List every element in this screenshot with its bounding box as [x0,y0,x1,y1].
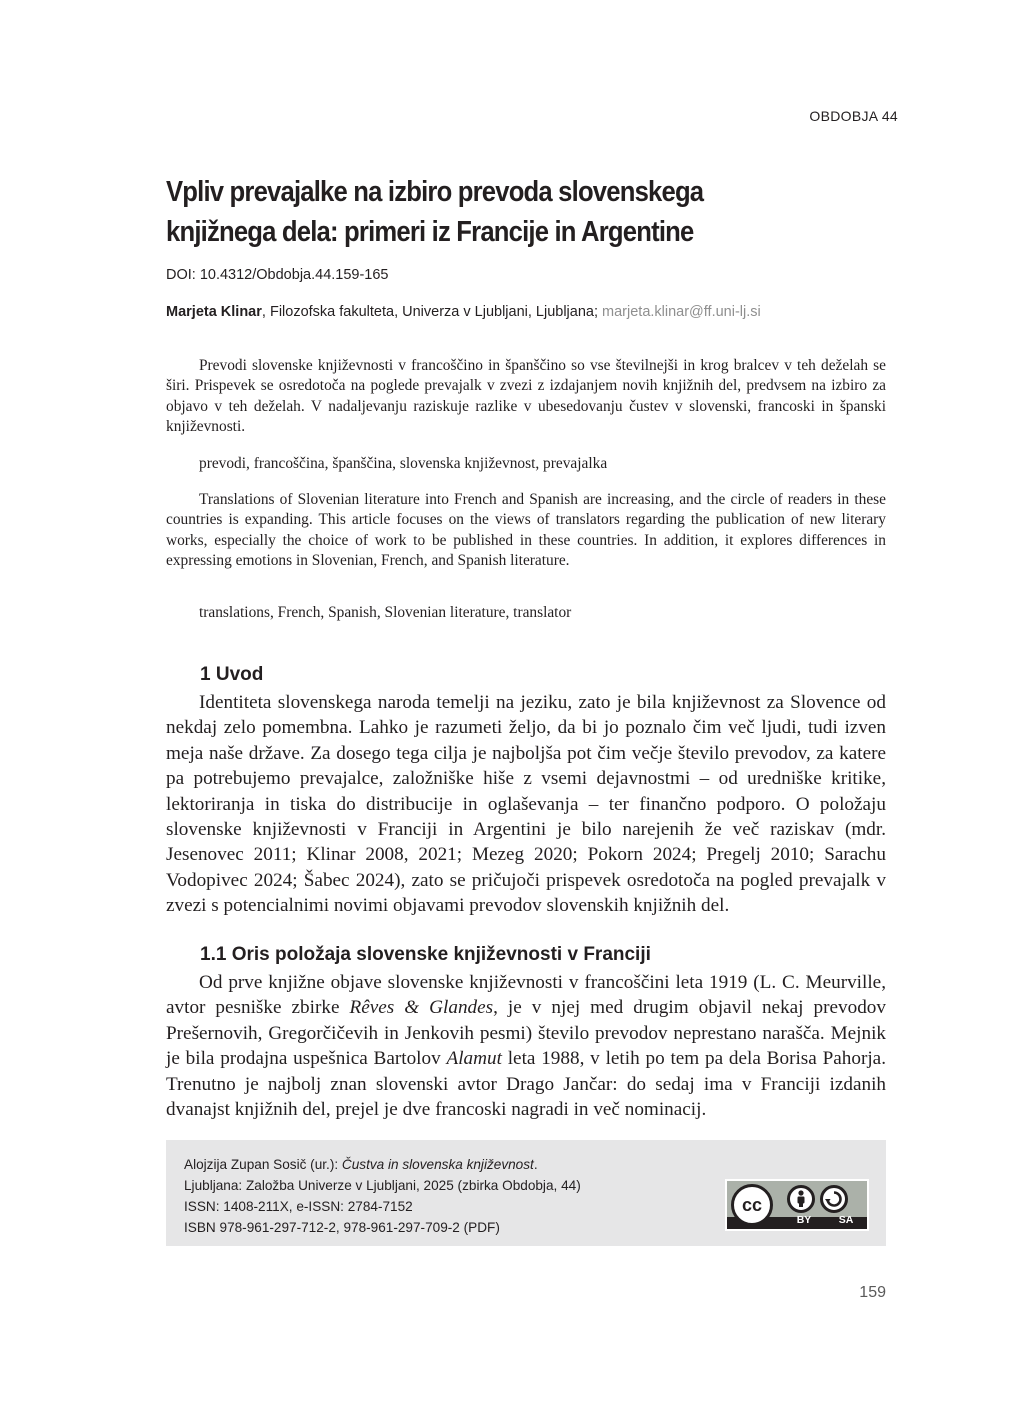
keywords-english: translations, French, Spanish, Slovenian literature, translator [199,604,572,621]
citation-editor: Alojzija Zupan Sosič (ur.): [184,1157,342,1172]
oris-italic-title-1: Rêves & Glandes [349,997,494,1019]
citation-isbn: ISBN 978-961-297-712-2, 978-961-297-709-2 (PDF) [184,1220,500,1235]
oris-text-1: Od prve knjižne objave slovenske književnosti v francoščini leta 1919 (L. C. Meurville, avtor pesniške zbirke [166,972,886,1019]
abstract-slovenian: Prevodi slovenske književnosti v francoščino in španščino so vse številnejši in krog bralcev v teh deželah se širi. Prispevek se osredotoča na poglede prevajalk v zvezi z izdajanjem novih knjižnih del, predvsem na izbiro za objavo v teh deželah. V nadaljevanju raziskuje razlike v ubesedovanju čustev v slovenski, francoski in španski književnosti. [166,357,886,435]
license-sa-label: SA [838,1214,854,1226]
cc-by-sa-license-badge[interactable] [725,1179,869,1231]
cc-icon: cc [731,1184,773,1226]
attribution-icon [787,1185,815,1213]
author-name: Marjeta Klinar [166,304,262,320]
author-line [166,304,761,320]
keywords-slovenian: prevodi, francoščina, španščina, slovenska književnost, prevajalka [199,455,608,472]
section-heading-oris: 1.1 Oris položaja slovenske književnosti v Franciji [200,944,651,965]
oris-italic-title-2: Alamut [446,1048,502,1070]
citation-publisher: Ljubljana: Založba Univerze v Ljubljani, 2025 (zbirka Obdobja, 44) [184,1178,581,1193]
abstract-english: Translations of Slovenian literature into French and Spanish are increasing, and the circle of readers in these countries is expanding. This article focuses on the views of translators regarding the publication of new literary works, especially the choice of work to be published in these countries. In addition, it explores differences in expressing emotions in Slovenian, French, and Spanish literature. [166,491,886,569]
paragraph-uvod: Identiteta slovenskega naroda temelji na jeziku, zato je bila književnost za Slovence od nekdaj zelo pomembna. Lahko je razumeti željo, da bi jo poznalo čim več ljudi, tudi izven meja naše države. Za dosego tega cilja je najboljša pot čim večje število prevodov, za katere pa potrebujemo prevajalce, založniške hiše z vsemi dejavnostmi – od uredniške kritike, lektoriranja in tiska do distribucije in oglaševanja – ter finančno podporo. O položaju slovenske književnosti v Franciji in Argentini je bilo narejenih že več raziskav (mdr. Jesenovec 2011; Klinar 2008, 2021; Mezeg 2020; Pokorn 2024; Pregelj 2010; Sarachu Vodopivec 2024; Šabec 2024), zato se pričujoči prispevek osredotoča na pogled prevajalk v zvezi s potencialnimi novimi objavami prevodov slovenskih knjižnih del. [166,692,886,917]
journal-header: OBDOBJA 44 [809,108,898,124]
license-labels [783,1214,867,1226]
citation-editor-line [184,1154,581,1175]
citation-period: . [533,1157,538,1172]
share-alike-icon [820,1185,848,1213]
page-number: 159 [859,1284,886,1301]
oris-text-3: leta 1988, v letih po tem pa dela Borisa Pahorja. Trenutno je najbolj znan slovenski avtor Drago Jančar: do sedaj ima v Franciji izdanih dvanajst knjižnih del, prejel je dve francoski nagradi in več nominacij. [166,1048,886,1121]
section-heading-uvod: 1 Uvod [200,664,264,685]
doi: DOI: 10.4312/Obdobja.44.159-165 [166,267,389,283]
article-title: Vpliv prevajalke na izbiro prevoda slovenskega knjižnega dela: primeri iz Francije in Argentine [166,176,704,248]
author-email[interactable]: marjeta.klinar@ff.uni-lj.si [602,304,761,320]
citation-book-title: Čustva in slovenska književnost [341,1157,534,1172]
license-by-label: BY [796,1214,812,1226]
affiliation: , Filozofska fakulteta, Univerza v Ljubljani, Ljubljana; [261,304,603,320]
citation-box [166,1140,886,1246]
citation-issn: ISSN: 1408-211X, e-ISSN: 2784-7152 [184,1199,413,1214]
paragraph-oris [166,970,886,1122]
citation-text [184,1154,581,1238]
oris-text-2: , je v njej med drugim objavil nekaj prevodov Prešernovih, Gregorčičevih in Jenkovih pesmi) število prevodov neprestano narašča. Mejnik je bila prodajna uspešnica Bartolov [166,997,886,1070]
